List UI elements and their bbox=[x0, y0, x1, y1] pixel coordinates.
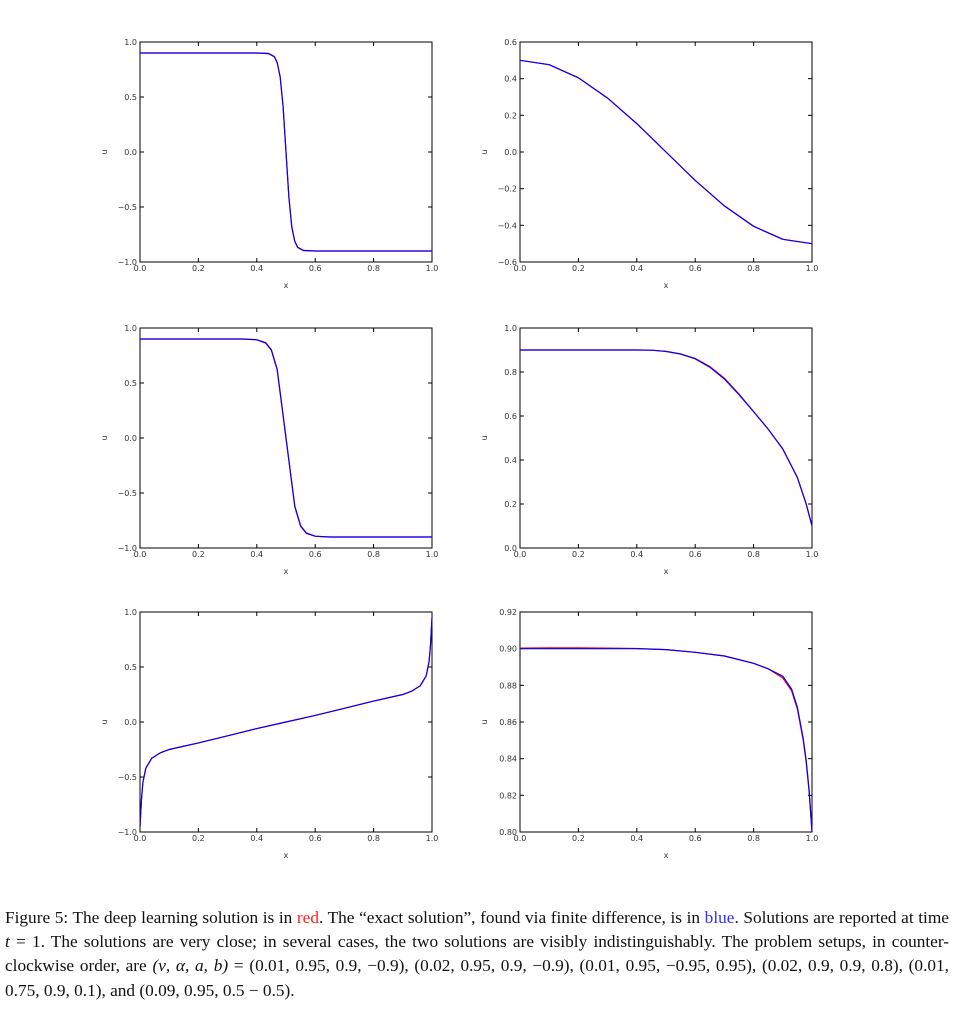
x-tick-label: 0.0 bbox=[133, 550, 147, 559]
x-tick-label: 0.8 bbox=[747, 834, 760, 843]
x-tick-label: 0.4 bbox=[630, 834, 644, 843]
x-tick-label: 0.0 bbox=[513, 550, 527, 559]
y-axis-label: u bbox=[100, 149, 109, 155]
y-tick-label: 0.82 bbox=[499, 791, 517, 801]
subplot-middle-right bbox=[480, 324, 818, 576]
y-tick-label: 0.2 bbox=[504, 111, 517, 121]
x-tick-label: 0.8 bbox=[367, 834, 380, 843]
y-axis-label: u bbox=[100, 719, 109, 725]
caption-text: . Solutions are reported at time bbox=[734, 908, 949, 927]
x-tick-label: 1.0 bbox=[805, 264, 819, 273]
x-tick-label: 0.6 bbox=[688, 834, 702, 843]
y-tick-label: 1.0 bbox=[124, 324, 137, 333]
x-tick-label: 0.0 bbox=[133, 264, 147, 273]
x-tick-label: 0.2 bbox=[572, 834, 585, 843]
x-tick-label: 0.6 bbox=[308, 550, 322, 559]
y-tick-label: −0.6 bbox=[497, 258, 517, 267]
x-tick-label: 0.8 bbox=[367, 550, 380, 559]
y-tick-label: 0.2 bbox=[504, 500, 517, 509]
x-tick-label: 0.4 bbox=[630, 264, 644, 273]
x-axis-label: x bbox=[283, 567, 289, 576]
subplot-top-left bbox=[100, 38, 438, 290]
x-tick-label: 0.4 bbox=[630, 550, 644, 559]
x-axis-label: x bbox=[283, 281, 289, 290]
x-tick-label: 0.2 bbox=[572, 550, 585, 559]
y-tick-label: 0.0 bbox=[504, 544, 517, 553]
caption-blue-word: blue bbox=[704, 908, 735, 927]
y-axis-label: u bbox=[480, 719, 489, 725]
y-tick-label: 0.0 bbox=[504, 148, 517, 157]
caption-text: = 1. The solutions are very close; in several cases, the two solutions are visibly indistinguishably. The problem setups, in counter-clockwise order, are bbox=[5, 932, 949, 976]
x-tick-label: 1.0 bbox=[805, 550, 819, 559]
y-tick-label: 0.4 bbox=[504, 74, 517, 84]
x-tick-label: 0.4 bbox=[250, 550, 264, 559]
y-tick-label: 0.5 bbox=[124, 379, 137, 388]
y-tick-label: 0.6 bbox=[504, 412, 517, 421]
y-axis-label: u bbox=[480, 435, 489, 441]
subplot-bottom-right bbox=[480, 608, 818, 860]
x-tick-label: 1.0 bbox=[805, 834, 819, 843]
x-tick-label: 1.0 bbox=[425, 834, 439, 843]
x-tick-label: 0.2 bbox=[192, 834, 205, 843]
y-tick-label: −1.0 bbox=[117, 828, 137, 837]
y-tick-label: 0.90 bbox=[499, 644, 517, 654]
x-tick-label: 0.4 bbox=[250, 264, 264, 273]
y-tick-label: 0.84 bbox=[499, 754, 517, 764]
y-tick-label: −1.0 bbox=[117, 544, 137, 553]
y-tick-label: −0.5 bbox=[117, 203, 137, 212]
y-tick-label: 0.6 bbox=[504, 38, 517, 47]
x-axis-label: x bbox=[283, 851, 289, 860]
y-tick-label: 0.5 bbox=[124, 93, 137, 102]
x-tick-label: 0.2 bbox=[572, 264, 585, 273]
x-tick-label: 0.6 bbox=[308, 264, 322, 273]
subplot-top-right bbox=[480, 38, 818, 290]
y-tick-label: −0.5 bbox=[117, 489, 137, 498]
caption-time-variable: t bbox=[5, 932, 10, 952]
y-tick-label: 0.86 bbox=[499, 718, 517, 727]
x-tick-label: 0.0 bbox=[513, 834, 527, 843]
y-axis-label: u bbox=[100, 435, 109, 441]
y-tick-label: 0.80 bbox=[499, 828, 517, 837]
x-tick-label: 0.8 bbox=[747, 550, 760, 559]
y-tick-label: 0.5 bbox=[124, 663, 137, 672]
x-tick-label: 1.0 bbox=[425, 550, 439, 559]
figure-caption bbox=[5, 906, 949, 1003]
y-tick-label: 1.0 bbox=[504, 324, 517, 333]
y-tick-label: 1.0 bbox=[124, 608, 137, 617]
x-axis-label: x bbox=[663, 567, 669, 576]
y-tick-label: 0.88 bbox=[499, 681, 517, 691]
y-tick-label: 0.4 bbox=[504, 456, 517, 465]
caption-red-word: red bbox=[296, 908, 319, 927]
x-tick-label: 0.4 bbox=[250, 834, 264, 843]
y-tick-label: −0.4 bbox=[497, 221, 517, 231]
y-tick-label: 0.8 bbox=[504, 368, 517, 377]
x-axis-label: x bbox=[663, 281, 669, 290]
subplot-middle-left bbox=[100, 324, 438, 576]
caption-parameters: (ν, α, a, b) bbox=[152, 956, 229, 976]
x-tick-label: 1.0 bbox=[425, 264, 439, 273]
caption-label: Figure 5: bbox=[5, 908, 69, 927]
axes-frame bbox=[520, 328, 812, 548]
y-tick-label: −0.2 bbox=[497, 184, 517, 194]
axes-frame bbox=[520, 612, 812, 832]
x-tick-label: 0.6 bbox=[688, 264, 702, 273]
x-tick-label: 0.6 bbox=[308, 834, 322, 843]
caption-text: . The “exact solution”, found via finite difference, is in bbox=[318, 908, 705, 927]
x-tick-label: 0.8 bbox=[367, 264, 380, 273]
x-tick-label: 0.2 bbox=[192, 550, 205, 559]
subplot-bottom-left bbox=[100, 608, 438, 860]
y-tick-label: −1.0 bbox=[117, 258, 137, 267]
y-tick-label: 0.0 bbox=[124, 718, 137, 727]
x-tick-label: 0.6 bbox=[688, 550, 702, 559]
x-tick-label: 0.0 bbox=[513, 264, 527, 273]
x-tick-label: 0.0 bbox=[133, 834, 147, 843]
y-tick-label: 0.92 bbox=[499, 608, 517, 617]
y-tick-label: −0.5 bbox=[117, 773, 137, 782]
y-tick-label: 0.0 bbox=[124, 148, 137, 157]
y-tick-label: 1.0 bbox=[124, 38, 137, 47]
y-axis-label: u bbox=[480, 149, 489, 155]
caption-text: The deep learning solution is in bbox=[68, 908, 297, 927]
caption-text: = (0.01, 0.95, 0.9, −0.9), (0.02, 0.95, 0.9, −0.9), (0.01, 0.95, −0.95, 0.95), (0.02, 0.9, 0.9, 0.8), (0.01, 0.75, 0.9, 0.1), and (0.09, 0.95, 0.5 − 0.5). bbox=[5, 956, 949, 1000]
x-axis-label: x bbox=[663, 851, 669, 860]
x-tick-label: 0.8 bbox=[747, 264, 760, 273]
y-tick-label: 0.0 bbox=[124, 434, 137, 443]
x-tick-label: 0.2 bbox=[192, 264, 205, 273]
